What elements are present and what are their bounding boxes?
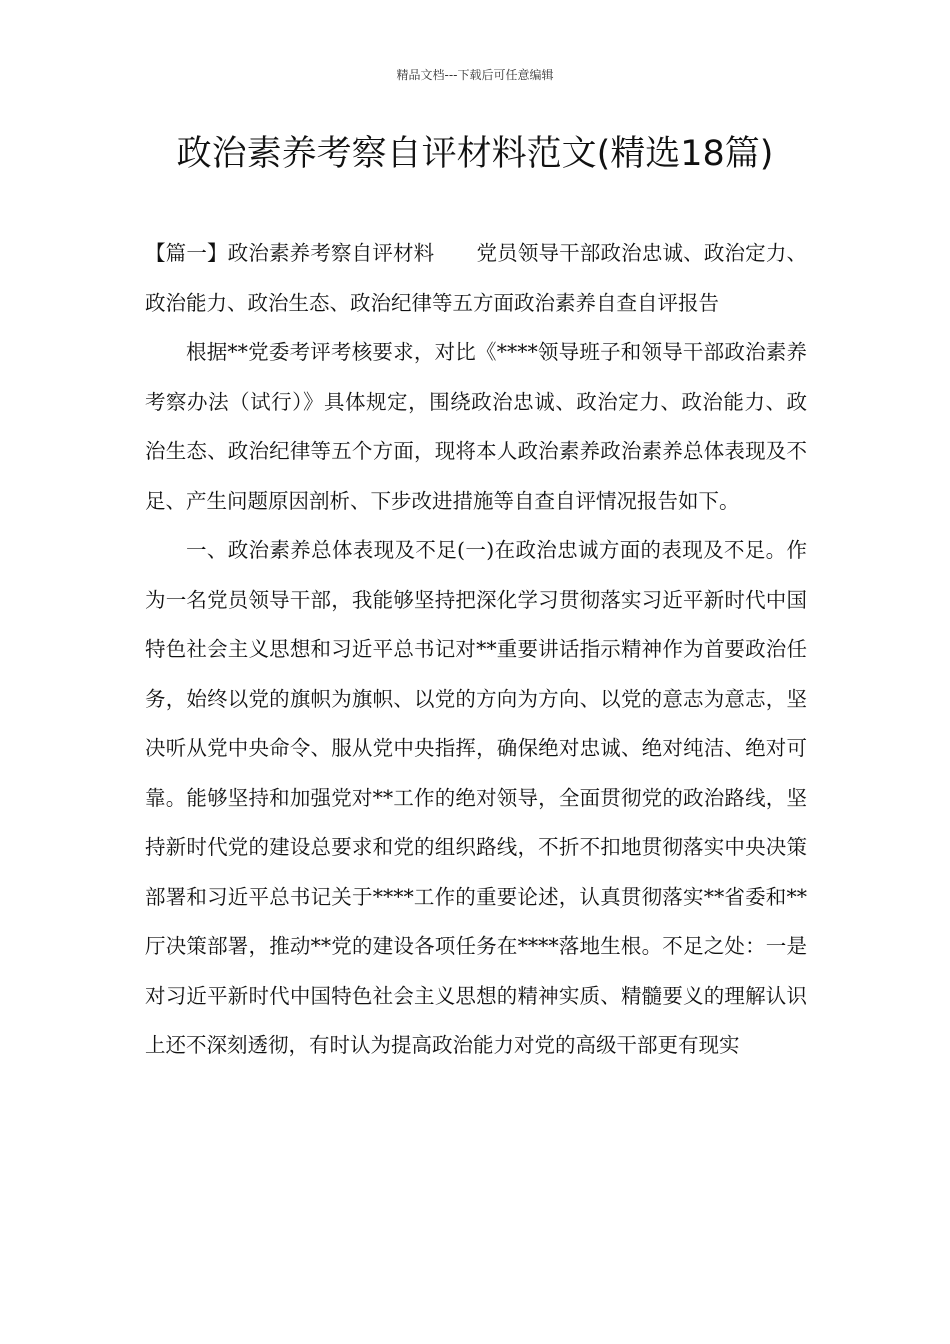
header-note: 精品文档---下载后可任意编辑 [396,68,554,82]
section-intro: 党员领导干部政治忠诚、政治定力、政治能力、政治生态、政治纪律等五方面政治素养自查自评报告 [145,241,808,315]
section-first-paragraph [145,229,807,328]
paragraph-1: 根据**党委考评考核要求，对比《****领导班子和领导干部政治素养考察办法（试行）》具体规定，围绕政治忠诚、政治定力、政治能力、政治生态、政治纪律等五个方面，现将本人政治素养政治素养总体表现及不足、产生问题原因剖析、下步改进措施等自查自评情况报告如下。 [145,340,807,513]
document-title: 政治素养考察自评材料范文(精选18篇) [176,134,774,174]
paragraph-2: 一、政治素养总体表现及不足(一)在政治忠诚方面的表现及不足。作为一名党员领导干部，我能够坚持把深化学习贯彻落实习近平新时代中国特色社会主义思想和习近平总书记对**重要讲话指示精神作为首要政治任务，始终以党的旗帜为旗帜、以党的方向为方向、以党的意志为意志，坚决听从党中央命令、服从党中央指挥，确保绝对忠诚、绝对纯洁、绝对可靠。能够坚持和加强党对**工作的绝对领导，全面贯彻党的政治路线，坚持新时代党的建设总要求和党的组织路线，不折不扣地贯彻落实中央决策部署和习近平总书记关于****工作的重要论述，认真贯彻落实**省委和**厅决策部署，推动**党的建设各项任务在****落地生根。不足之处：一是对习近平新时代中国特色社会主义思想的精神实质、精髓要义的理解认识上还不深刻透彻，有时认为提高政治能力对党的高级干部更有现实 [145,538,807,1057]
document-body [145,229,807,1071]
section-heading: 【篇一】政治素养考察自评材料 [145,241,435,265]
